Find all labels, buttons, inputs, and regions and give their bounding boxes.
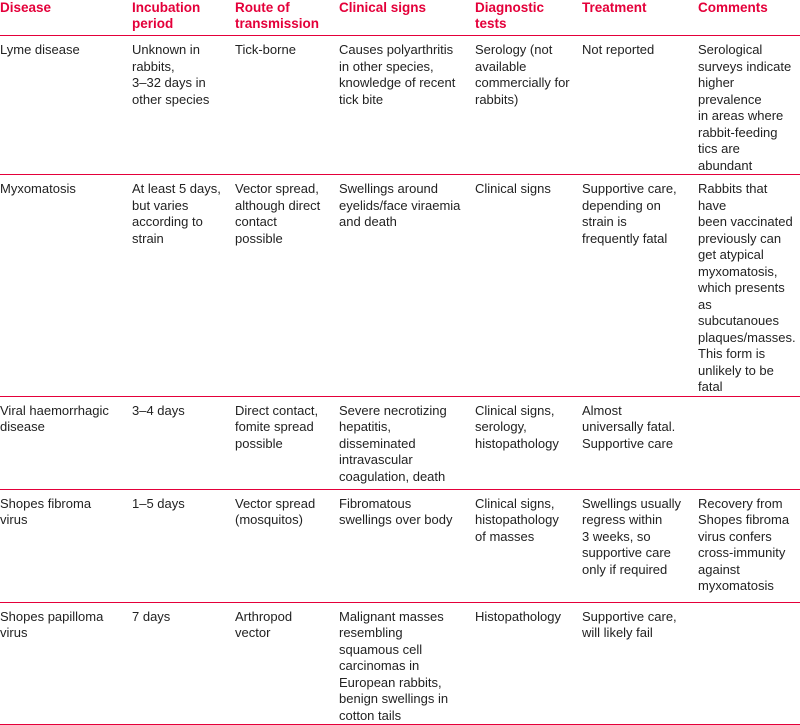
cell-incubation-period: 3–4 days xyxy=(132,396,235,489)
cell-clinical-signs: Fibromatous swellings over body xyxy=(339,489,475,602)
cell-comments: Serological surveys indicate higher prevalence in areas where rabbit-feeding tics are abundant xyxy=(698,36,800,175)
cell-clinical-signs: Malignant masses resembling squamous cell carcinomas in European rabbits, benign swellings in cotton tails xyxy=(339,602,475,725)
cell-diagnostic-tests: Serology (not available commercially for rabbits) xyxy=(475,36,582,175)
cell-comments xyxy=(698,602,800,725)
cell-clinical-signs: Causes polyarthritis in other species, knowledge of recent tick bite xyxy=(339,36,475,175)
table-body xyxy=(0,36,800,725)
cell-disease: Lyme disease xyxy=(0,36,132,175)
cell-incubation-period: At least 5 days, but varies according to strain xyxy=(132,175,235,397)
cell-incubation-period: 1–5 days xyxy=(132,489,235,602)
cell-incubation-period: 7 days xyxy=(132,602,235,725)
cell-route-of-transmission: Tick-borne xyxy=(235,36,339,175)
cell-clinical-signs: Swellings around eyelids/face viraemia and death xyxy=(339,175,475,397)
header-row xyxy=(0,0,800,36)
cell-disease: Shopes fibroma virus xyxy=(0,489,132,602)
table-row xyxy=(0,36,800,175)
cell-route-of-transmission: Vector spread (mosquitos) xyxy=(235,489,339,602)
cell-diagnostic-tests: Clinical signs, histopathology of masses xyxy=(475,489,582,602)
header-incubation-period: Incubation period xyxy=(132,0,235,36)
cell-incubation-period: Unknown in rabbits, 3–32 days in other species xyxy=(132,36,235,175)
cell-treatment: Almost universally fatal. Supportive care xyxy=(582,396,698,489)
cell-diagnostic-tests: Clinical signs xyxy=(475,175,582,397)
cell-route-of-transmission: Arthropod vector xyxy=(235,602,339,725)
cell-comments: Recovery from Shopes fibroma virus confers cross-immunity against myxomatosis xyxy=(698,489,800,602)
header-clinical-signs: Clinical signs xyxy=(339,0,475,36)
table-row xyxy=(0,602,800,725)
table-row xyxy=(0,396,800,489)
cell-treatment: Swellings usually regress within 3 weeks, so supportive care only if required xyxy=(582,489,698,602)
cell-clinical-signs: Severe necrotizing hepatitis, disseminated intravascular coagulation, death xyxy=(339,396,475,489)
cell-treatment: Not reported xyxy=(582,36,698,175)
cell-treatment: Supportive care, depending on strain is frequently fatal xyxy=(582,175,698,397)
cell-disease: Viral haemorrhagic disease xyxy=(0,396,132,489)
table-row xyxy=(0,175,800,397)
cell-diagnostic-tests: Histopathology xyxy=(475,602,582,725)
cell-comments: Rabbits that have been vaccinated previously can get atypical myxomatosis, which presents as subcutanoues plaques/masses. This form is unlikely to be fatal xyxy=(698,175,800,397)
cell-route-of-transmission: Direct contact, fomite spread possible xyxy=(235,396,339,489)
table-row xyxy=(0,489,800,602)
header-diagnostic-tests: Diagnostic tests xyxy=(475,0,582,36)
header-disease: Disease xyxy=(0,0,132,36)
cell-route-of-transmission: Vector spread, although direct contact possible xyxy=(235,175,339,397)
header-route-of-transmission: Route of transmission xyxy=(235,0,339,36)
cell-comments xyxy=(698,396,800,489)
cell-disease: Shopes papilloma virus xyxy=(0,602,132,725)
cell-treatment: Supportive care, will likely fail xyxy=(582,602,698,725)
cell-diagnostic-tests: Clinical signs, serology, histopathology xyxy=(475,396,582,489)
header-comments: Comments xyxy=(698,0,800,36)
cell-disease: Myxomatosis xyxy=(0,175,132,397)
header-treatment: Treatment xyxy=(582,0,698,36)
